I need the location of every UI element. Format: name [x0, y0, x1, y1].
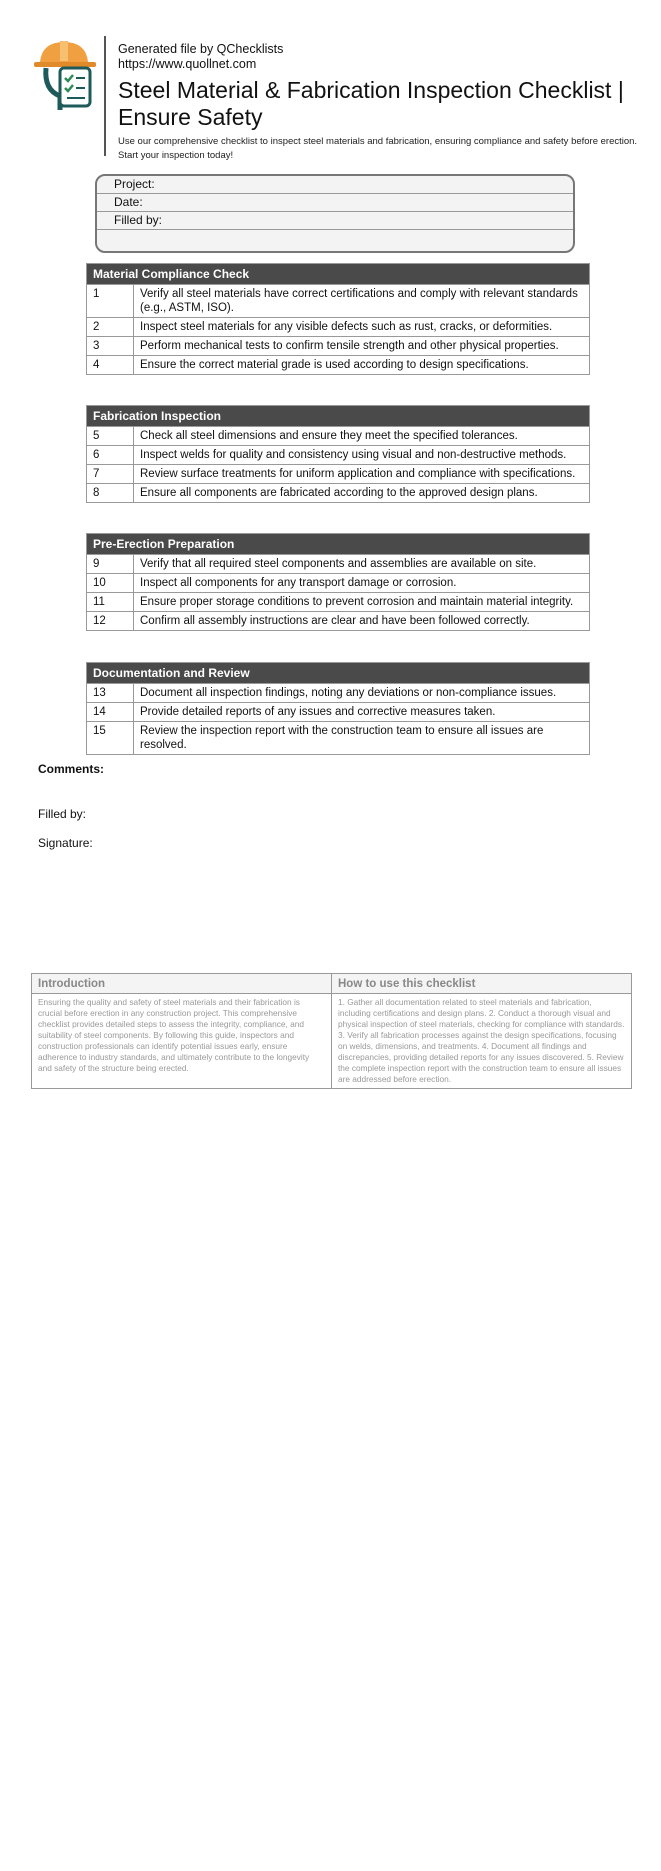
section-pre-erection	[86, 533, 590, 631]
filled-by-label: Filled by:	[38, 807, 87, 821]
item-text: Review the inspection report with the construction team to ensure all issues are resolved.	[140, 725, 544, 751]
item-number: 7	[87, 465, 134, 483]
header-divider	[104, 36, 106, 156]
checklist-row[interactable]	[87, 683, 589, 702]
item-text: Review surface treatments for uniform application and compliance with specifications.	[140, 468, 576, 480]
checklist-row[interactable]	[87, 702, 589, 721]
checklist-row[interactable]	[87, 445, 589, 464]
page-subtitle: Use our comprehensive checklist to inspect steel materials and fabrication, ensuring compliance and safety before erection. Start your inspection today!	[118, 136, 638, 161]
checklist-row[interactable]	[87, 573, 589, 592]
checklist-row[interactable]	[87, 592, 589, 611]
item-text: Ensure the correct material grade is used according to design specifications.	[140, 359, 529, 371]
checklist-row[interactable]	[87, 355, 589, 374]
comments-label: Comments:	[38, 762, 105, 776]
filled-by-field[interactable]: Filled by:	[97, 212, 573, 230]
item-number: 6	[87, 446, 134, 464]
section-title: Material Compliance Check	[87, 264, 589, 284]
checklist-row[interactable]	[87, 317, 589, 336]
item-number: 8	[87, 484, 134, 502]
item-text: Ensure all components are fabricated according to the approved design plans.	[140, 487, 538, 499]
checklist-row[interactable]	[87, 426, 589, 445]
item-text: Provide detailed reports of any issues and corrective measures taken.	[140, 706, 496, 718]
section-fabrication-inspection	[86, 405, 590, 503]
introduction-title: Introduction	[32, 974, 331, 994]
section-title: Documentation and Review	[87, 663, 589, 683]
item-text: Document all inspection findings, noting any deviations or non-compliance issues.	[140, 687, 557, 699]
checklist-row[interactable]	[87, 554, 589, 573]
introduction-text: Ensuring the quality and safety of steel materials and their fabrication is crucial before erection in any construction project. This comprehensive checklist provides detailed steps to assess the integrity, compliance, and suitability of steel components. By following this guide, inspectors and construction professionals can identify potential issues early, ensure adherence to industry standards, and ultimately contribute to the longevity and safety of the structure being erected.	[38, 997, 310, 1073]
how-to-column	[331, 974, 631, 1088]
item-text: Inspect steel materials for any visible defects such as rust, cracks, or deformities.	[140, 321, 553, 333]
how-to-text: 1. Gather all documentation related to steel materials and fabrication, including certifications and design plans. 2. Conduct a thorough visual and physical inspection of steel materials, checking for compliance with standards. 3. Verify all fabrication processes against the design specifications, focusing on welds, dimensions, and treatments. 4. Document all findings and discrepancies, providing detailed reports for any issues discovered. 5. Review the complete inspection report with the construction team to ensure all issues are addressed before erection.	[338, 997, 625, 1084]
item-text: Verify all steel materials have correct certifications and comply with relevant standards (e.g., ASTM, ISO).	[140, 288, 578, 314]
checklist-row[interactable]	[87, 721, 589, 754]
source-url[interactable]: https://www.quollnet.com	[118, 57, 257, 71]
item-number: 9	[87, 555, 134, 573]
item-number: 1	[87, 285, 134, 317]
checklist-row[interactable]	[87, 611, 589, 630]
date-field[interactable]: Date:	[97, 194, 573, 212]
item-number: 14	[87, 703, 134, 721]
item-number: 3	[87, 337, 134, 355]
item-text: Inspect welds for quality and consistency using visual and non-destructive methods.	[140, 449, 567, 461]
checklist-row[interactable]	[87, 336, 589, 355]
item-number: 2	[87, 318, 134, 336]
how-to-title: How to use this checklist	[332, 974, 631, 994]
section-documentation-review	[86, 662, 590, 755]
document-header	[34, 36, 638, 161]
item-number: 15	[87, 722, 134, 754]
item-text: Verify that all required steel components and assemblies are available on site.	[140, 558, 537, 570]
item-number: 4	[87, 356, 134, 374]
introduction-column	[32, 974, 331, 1088]
checklist-row[interactable]	[87, 284, 589, 317]
item-number: 11	[87, 593, 134, 611]
project-field[interactable]: Project:	[97, 176, 573, 194]
section-material-compliance	[86, 263, 590, 375]
item-text: Confirm all assembly instructions are clear and have been followed correctly.	[140, 615, 530, 627]
item-number: 12	[87, 612, 134, 630]
checklist-row[interactable]	[87, 464, 589, 483]
item-text: Perform mechanical tests to confirm tensile strength and other physical properties.	[140, 340, 559, 352]
hardhat-checklist-logo-icon	[34, 38, 104, 113]
signature-label: Signature:	[38, 836, 93, 850]
item-number: 13	[87, 684, 134, 702]
item-text: Check all steel dimensions and ensure they meet the specified tolerances.	[140, 430, 518, 442]
checklist-row[interactable]	[87, 483, 589, 502]
item-number: 5	[87, 427, 134, 445]
item-text: Ensure proper storage conditions to prevent corrosion and maintain material integrity.	[140, 596, 574, 608]
section-title: Fabrication Inspection	[87, 406, 589, 426]
info-footer	[31, 973, 632, 1089]
item-number: 10	[87, 574, 134, 592]
section-title: Pre-Erection Preparation	[87, 534, 589, 554]
generated-by-text: Generated file by QChecklists	[118, 42, 284, 56]
item-text: Inspect all components for any transport damage or corrosion.	[140, 577, 457, 589]
page-title: Steel Material & Fabrication Inspection Checklist | Ensure Safety	[118, 77, 624, 130]
project-info-box	[95, 174, 575, 253]
